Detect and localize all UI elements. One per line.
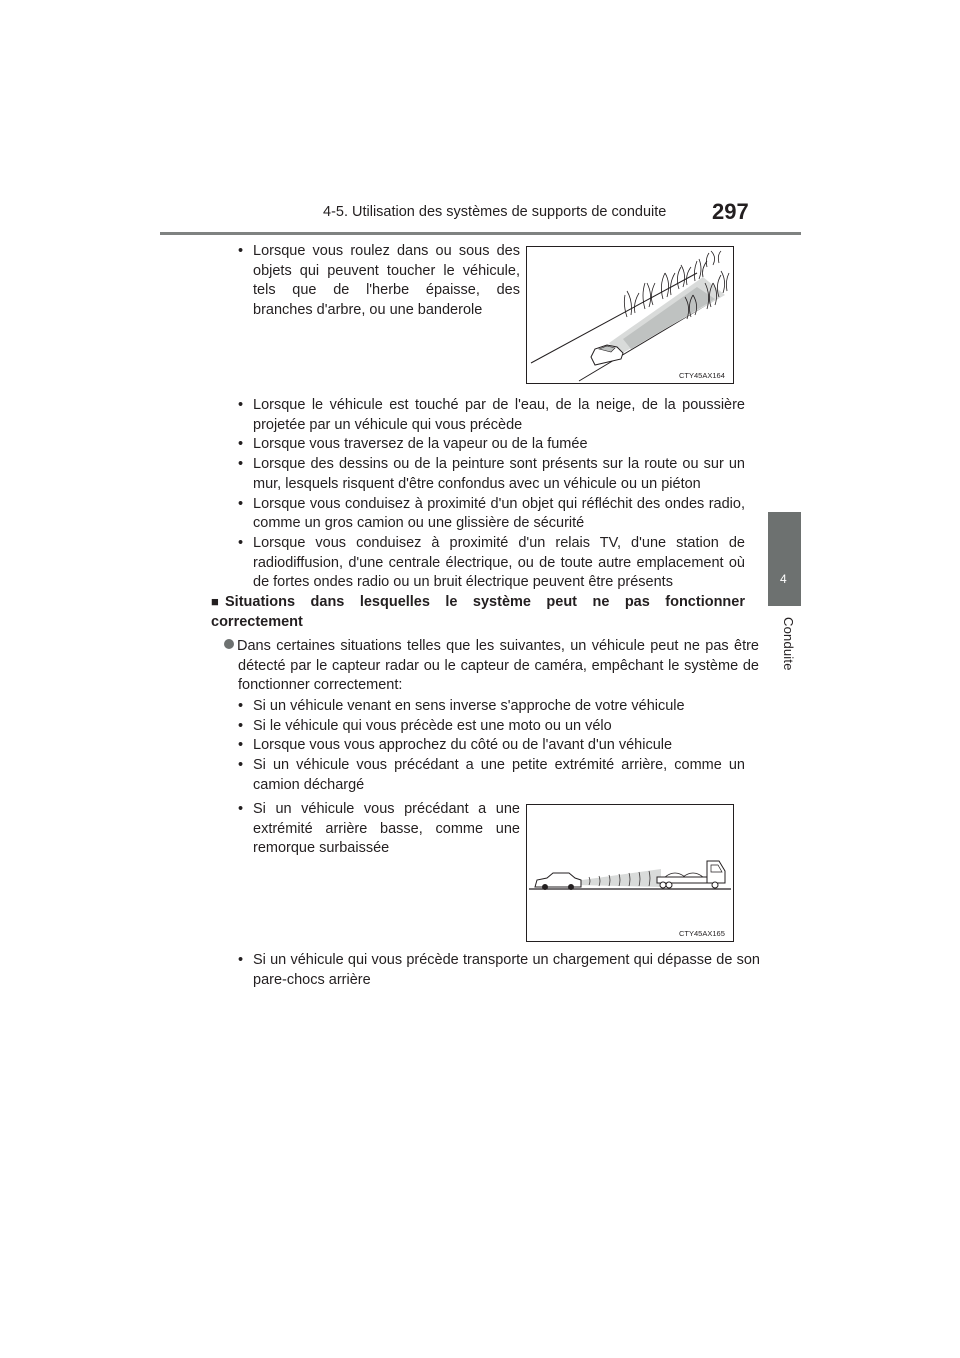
grass-scene-illustration — [527, 247, 733, 383]
figure-low-trailer — [526, 804, 734, 942]
list-item: • Lorsque vous conduisez à proximité d'un relais TV, d'une station de radiodiffusion, d'une centrale électrique, ou de toute autre emplacement où de fortes ondes radio ou un bruit électrique peuvent être présents — [238, 534, 745, 593]
figure-code: CTY45AX164 — [679, 371, 725, 380]
car-icon — [535, 873, 581, 890]
list-item: • Lorsque le véhicule est touché par de l'eau, de la neige, de la poussière projetée par un véhicule qui vous précède — [238, 396, 745, 435]
page-number: 297 — [712, 199, 749, 224]
section-header: 4-5. Utilisation des systèmes de supports de conduite — [323, 204, 667, 220]
list-item: • Lorsque vous vous approchez du côté ou de l'avant d'un véhicule — [238, 736, 745, 756]
intro-paragraph — [224, 637, 759, 696]
section-heading-text: Situations dans lesquelles le système peut ne pas fonctionner correctement — [211, 594, 745, 630]
truck-icon — [707, 861, 725, 888]
circle-bullet-icon — [224, 639, 234, 649]
list-item: • Lorsque des dessins ou de la peinture sont présents sur la route ou sur un mur, lesquels risquent d'être confondus avec un véhicule ou un piéton — [238, 455, 745, 494]
list-item: • Lorsque vous roulez dans ou sous des objets qui peuvent toucher le véhicule, tels que de l'herbe épaisse, des branches d'arbre, ou une banderole — [238, 242, 520, 321]
header-divider — [160, 232, 801, 235]
trailer-icon — [657, 873, 707, 888]
trailer-scene-illustration — [527, 805, 733, 941]
square-bullet-icon: ■ — [211, 594, 219, 609]
figure-grass-obstruction — [526, 246, 734, 384]
section-heading — [211, 592, 745, 632]
bullet-list-top — [238, 396, 745, 593]
chapter-tab-number: 4 — [780, 572, 787, 586]
bullet-list-section2 — [238, 697, 745, 796]
list-item: • Si un véhicule vous précédant a une petite extrémité arrière, comme un camion déchargé — [238, 756, 745, 795]
list-item: • Lorsque vous traversez de la vapeur ou de la fumée — [238, 435, 745, 455]
list-item: • Si un véhicule qui vous précède transporte un chargement qui dépasse de son pare-chocs arrière — [238, 951, 760, 990]
list-item: • Si un véhicule venant en sens inverse s'approche de votre véhicule — [238, 697, 745, 717]
chapter-tab — [768, 512, 801, 606]
figure-code: CTY45AX165 — [679, 929, 725, 938]
intro-text: Dans certaines situations telles que les suivantes, un véhicule peut ne pas être détecté par le capteur radar ou le capteur de caméra, empêchant le système de fonctionner correctement: — [237, 638, 759, 694]
list-item: • Si un véhicule vous précédant a une extrémité arrière basse, comme une remorque surbaissée — [238, 800, 520, 859]
car-icon — [591, 345, 623, 365]
list-item: • Lorsque vous conduisez à proximité d'un objet qui réfléchit des ondes radio, comme un gros camion ou une glissière de sécurité — [238, 495, 745, 534]
list-item: • Si le véhicule qui vous précède est une moto ou un vélo — [238, 717, 745, 737]
chapter-tab-label: Conduite — [781, 617, 796, 671]
